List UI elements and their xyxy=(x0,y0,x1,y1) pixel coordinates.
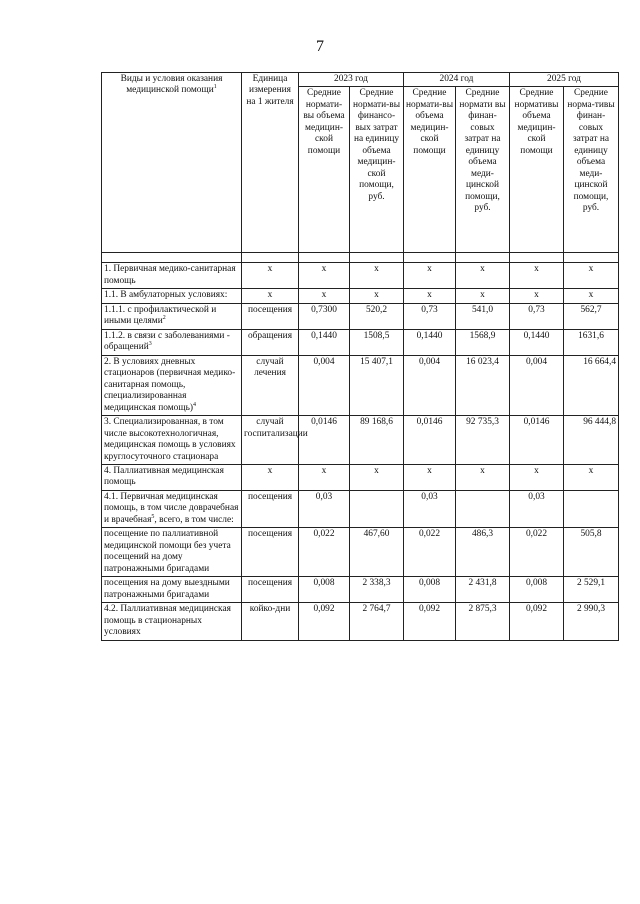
header-volume-2025: Средние нормативы объема медицин-ской помощи xyxy=(510,87,564,253)
cell-volume-2023: 0,092 xyxy=(299,603,350,640)
row-unit: х xyxy=(242,464,299,490)
cell-volume-2024: х xyxy=(404,289,456,303)
medical-care-norms-table xyxy=(101,72,619,641)
cell-cost-2025: 562,7 xyxy=(564,303,619,329)
header-cost-2023: Средние нормати-вы финансо-вых затрат на единицу объема медицин-ской помощи, руб. xyxy=(350,87,404,253)
cell-cost-2025: 505,8 xyxy=(564,528,619,577)
header-volume-2024: Средние нормати-вы объема медицин-ской помощи xyxy=(404,87,456,253)
cell-volume-2024: 0,03 xyxy=(404,490,456,527)
table-row xyxy=(102,416,619,465)
spacer-row xyxy=(102,253,619,263)
cell-volume-2024: х xyxy=(404,263,456,289)
header-volume-2023: Средние нормати-вы объема медицин-ской помощи xyxy=(299,87,350,253)
row-name: 4.2. Паллиативная медицинская помощь в стационарных условиях xyxy=(102,603,242,640)
cell-cost-2023: 520,2 xyxy=(350,303,404,329)
row-name: посещение по паллиативной медицинской помощи без учета посещений на дому патронажными бригадами xyxy=(102,528,242,577)
cell-volume-2024: 0,1440 xyxy=(404,329,456,355)
cell-cost-2025: 1631,6 xyxy=(564,329,619,355)
cell-cost-2024 xyxy=(456,490,510,527)
row-name: 4. Паллиативная медицинская помощь xyxy=(102,464,242,490)
table-row xyxy=(102,577,619,603)
row-name xyxy=(102,490,242,527)
row-name-text: 4.1. Первичная медицинская помощь, в том числе доврачебная и врачебная xyxy=(104,491,239,525)
cell-volume-2025: 0,03 xyxy=(510,490,564,527)
cell-cost-2024: 486,3 xyxy=(456,528,510,577)
cell-cost-2025 xyxy=(564,490,619,527)
cell-cost-2023: 1508,5 xyxy=(350,329,404,355)
cell-volume-2023: х xyxy=(299,289,350,303)
page-number: 7 xyxy=(316,38,324,55)
cell-cost-2024: х xyxy=(456,263,510,289)
cell-volume-2025: 0,022 xyxy=(510,528,564,577)
header-cost-2024: Средние нормати вы финан-совых затрат на единицу объема меди-цинской помощи, руб. xyxy=(456,87,510,253)
row-unit: посещения xyxy=(242,577,299,603)
row-name xyxy=(102,303,242,329)
cell-cost-2024: х xyxy=(456,289,510,303)
row-name: посещения на дому выездными патронажными бригадами xyxy=(102,577,242,603)
cell-volume-2023: 0,0146 xyxy=(299,416,350,465)
cell-volume-2023: х xyxy=(299,263,350,289)
row-name-text: 2. В условиях дневных стационаров (первичная медико-санитарная помощь, специализированная медицинская помощь) xyxy=(104,356,236,413)
table-row xyxy=(102,329,619,355)
table-row xyxy=(102,303,619,329)
cell-volume-2025: 0,092 xyxy=(510,603,564,640)
cell-cost-2023: 15 407,1 xyxy=(350,355,404,415)
table-row xyxy=(102,263,619,289)
cell-volume-2023: 0,03 xyxy=(299,490,350,527)
cell-cost-2023: 2 338,3 xyxy=(350,577,404,603)
row-footnote: 5 xyxy=(151,513,155,520)
header-year-2024: 2024 год xyxy=(404,73,510,87)
cell-cost-2025: 16 664,4 xyxy=(564,355,619,415)
cell-volume-2025: х xyxy=(510,263,564,289)
cell-cost-2024: 2 875,3 xyxy=(456,603,510,640)
cell-cost-2023: 467,60 xyxy=(350,528,404,577)
table-row xyxy=(102,355,619,415)
cell-cost-2024: 1568,9 xyxy=(456,329,510,355)
row-unit: койко-дни xyxy=(242,603,299,640)
cell-cost-2025: 96 444,8 xyxy=(564,416,619,465)
cell-cost-2024: 92 735,3 xyxy=(456,416,510,465)
cell-cost-2024: х xyxy=(456,464,510,490)
header-kind-text: Виды и условия оказания медицинской помощи xyxy=(120,74,223,96)
cell-cost-2023 xyxy=(350,490,404,527)
row-unit: посещения xyxy=(242,490,299,527)
cell-volume-2023: 0,008 xyxy=(299,577,350,603)
cell-volume-2025: 0,004 xyxy=(510,355,564,415)
header-year-2023: 2023 год xyxy=(299,73,404,87)
row-footnote: 4 xyxy=(192,401,196,408)
cell-volume-2024: 0,73 xyxy=(404,303,456,329)
cell-cost-2023: 89 168,6 xyxy=(350,416,404,465)
table-row xyxy=(102,603,619,640)
row-name-tail: , всего, в том числе: xyxy=(154,514,234,525)
header-kind xyxy=(102,73,242,253)
cell-volume-2024: х xyxy=(404,464,456,490)
table-row xyxy=(102,289,619,303)
cell-volume-2024: 0,004 xyxy=(404,355,456,415)
row-footnote: 3 xyxy=(148,341,152,348)
row-name xyxy=(102,329,242,355)
table-row xyxy=(102,528,619,577)
cell-cost-2025: х xyxy=(564,263,619,289)
header-kind-footnote: 1 xyxy=(213,84,217,91)
cell-cost-2023: х xyxy=(350,464,404,490)
row-unit: случай госпитализации xyxy=(242,416,299,465)
row-name: 1.1. В амбулаторных условиях: xyxy=(102,289,242,303)
cell-volume-2023: 0,1440 xyxy=(299,329,350,355)
row-unit: случай лечения xyxy=(242,355,299,415)
row-name: 1. Первичная медико-санитарная помощь xyxy=(102,263,242,289)
row-unit: обращения xyxy=(242,329,299,355)
cell-volume-2023: 0,022 xyxy=(299,528,350,577)
row-unit: х xyxy=(242,263,299,289)
cell-volume-2023: 0,7300 xyxy=(299,303,350,329)
cell-volume-2023: 0,004 xyxy=(299,355,350,415)
cell-cost-2023: 2 764,7 xyxy=(350,603,404,640)
cell-volume-2025: 0,1440 xyxy=(510,329,564,355)
cell-volume-2024: 0,008 xyxy=(404,577,456,603)
cell-volume-2025: х xyxy=(510,464,564,490)
cell-volume-2024: 0,0146 xyxy=(404,416,456,465)
header-year-2025: 2025 год xyxy=(510,73,619,87)
cell-volume-2023: х xyxy=(299,464,350,490)
cell-cost-2024: 16 023,4 xyxy=(456,355,510,415)
row-unit: посещения xyxy=(242,303,299,329)
cell-volume-2025: х xyxy=(510,289,564,303)
cell-volume-2024: 0,092 xyxy=(404,603,456,640)
row-name-text: 1.1.2. в связи с заболеваниями - обращений xyxy=(104,330,230,353)
cell-cost-2024: 541,0 xyxy=(456,303,510,329)
cell-cost-2025: х xyxy=(564,289,619,303)
cell-cost-2023: х xyxy=(350,289,404,303)
header-cost-2025: Средние норма-тивы финан-совых затрат на единицу объема меди-цинской помощи, руб. xyxy=(564,87,619,253)
cell-cost-2024: 2 431,8 xyxy=(456,577,510,603)
table-row xyxy=(102,464,619,490)
row-unit: посещения xyxy=(242,528,299,577)
row-unit: х xyxy=(242,289,299,303)
cell-volume-2025: 0,73 xyxy=(510,303,564,329)
row-name xyxy=(102,355,242,415)
cell-cost-2025: х xyxy=(564,464,619,490)
row-footnote: 2 xyxy=(162,315,166,322)
cell-cost-2025: 2 990,3 xyxy=(564,603,619,640)
header-unit: Единица измерения на 1 жителя xyxy=(242,73,299,253)
cell-cost-2025: 2 529,1 xyxy=(564,577,619,603)
cell-cost-2023: х xyxy=(350,263,404,289)
cell-volume-2025: 0,008 xyxy=(510,577,564,603)
row-name-text: 1.1.1. с профилактической и иными целями xyxy=(104,304,217,327)
row-name: 3. Специализированная, в том числе высокотехнологичная, медицинская помощь в условиях круглосуточного стационара xyxy=(102,416,242,465)
table-row xyxy=(102,490,619,527)
cell-volume-2025: 0,0146 xyxy=(510,416,564,465)
cell-volume-2024: 0,022 xyxy=(404,528,456,577)
